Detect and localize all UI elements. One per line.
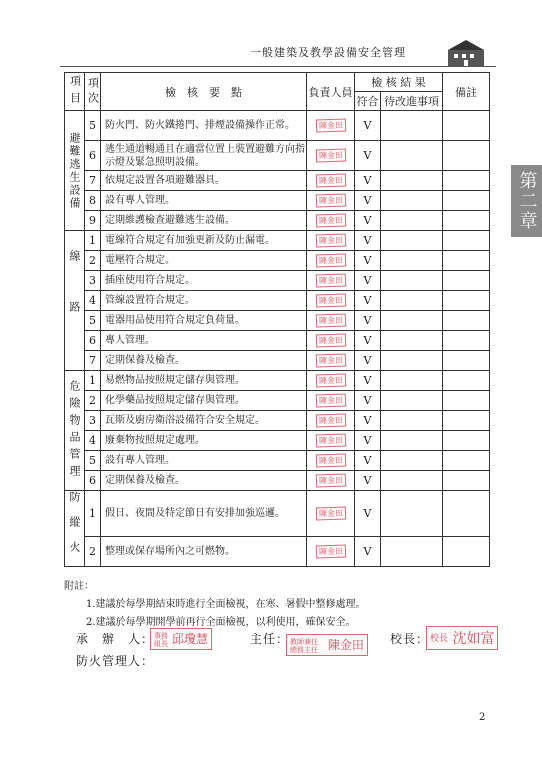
table-row	[65, 431, 490, 451]
category-cell: 避難逃生設備	[65, 111, 85, 231]
conform-check: V	[355, 351, 381, 371]
row-number: 6	[85, 471, 101, 491]
table-row	[65, 391, 490, 411]
conform-check: V	[355, 271, 381, 291]
improve-cell	[381, 451, 443, 471]
remark-cell	[443, 231, 490, 251]
improve-cell	[381, 536, 443, 566]
check-point-text: 電壓符合規定。	[101, 251, 307, 271]
check-point-text: 電器用品使用符合規定負荷量。	[101, 311, 307, 331]
remark-cell	[443, 111, 490, 141]
header-improve: 待改進事項	[381, 92, 443, 111]
conform-check: V	[355, 291, 381, 311]
principal-stamp	[426, 626, 498, 650]
principal-stamp-title: 校長	[430, 634, 449, 644]
table-row	[65, 291, 490, 311]
conform-check: V	[355, 231, 381, 251]
checklist-table	[64, 72, 490, 567]
owner-seal: 陳金田	[315, 353, 345, 367]
owner-seal: 陳金田	[315, 193, 345, 207]
owner-seal: 陳金田	[315, 293, 345, 307]
row-number: 7	[85, 351, 101, 371]
remark-cell	[443, 141, 490, 171]
owner-seal: 陳金田	[315, 313, 345, 327]
improve-cell	[381, 171, 443, 191]
remark-cell	[443, 271, 490, 291]
owner-cell	[307, 536, 355, 566]
remark-cell	[443, 491, 490, 537]
table-row	[65, 491, 490, 537]
owner-cell	[307, 291, 355, 311]
owner-cell	[307, 431, 355, 451]
table-row	[65, 141, 490, 171]
remark-cell	[443, 291, 490, 311]
conform-check: V	[355, 431, 381, 451]
remark-cell	[443, 536, 490, 566]
owner-cell	[307, 491, 355, 537]
table-row	[65, 471, 490, 491]
note-item-2: 2.建議於每學期開學前再行全面檢視，以利使用，確保安全。	[86, 617, 356, 628]
check-point-text: 易燃物品按照規定儲存與管理。	[101, 371, 307, 391]
check-point-text: 整理或保存場所內之可燃物。	[101, 536, 307, 566]
owner-cell	[307, 371, 355, 391]
owner-seal: 陳金田	[315, 393, 345, 407]
improve-cell	[381, 141, 443, 171]
owner-seal: 陳金田	[315, 118, 345, 132]
remark-cell	[443, 251, 490, 271]
conform-check: V	[355, 451, 381, 471]
remark-cell	[443, 371, 490, 391]
owner-cell	[307, 471, 355, 491]
table-row	[65, 211, 490, 231]
director-label: 主任：	[250, 632, 290, 646]
header-rule	[60, 66, 496, 67]
row-number: 5	[85, 451, 101, 471]
check-point-text: 插座使用符合規定。	[101, 271, 307, 291]
improve-cell	[381, 311, 443, 331]
row-number: 3	[85, 271, 101, 291]
owner-seal: 陳金田	[315, 273, 345, 287]
improve-cell	[381, 391, 443, 411]
chapter-tab: 第二章	[511, 165, 542, 237]
remark-cell	[443, 391, 490, 411]
owner-cell	[307, 411, 355, 431]
conform-check: V	[355, 191, 381, 211]
owner-cell	[307, 451, 355, 471]
improve-cell	[381, 411, 443, 431]
owner-cell	[307, 391, 355, 411]
owner-seal: 陳金田	[315, 413, 345, 427]
conform-check: V	[355, 211, 381, 231]
conform-check: V	[355, 141, 381, 171]
notes-title: 附註：	[64, 581, 94, 592]
owner-seal: 陳金田	[315, 433, 345, 447]
owner-cell	[307, 351, 355, 371]
check-point-text: 依規定設置各項避難器具。	[101, 171, 307, 191]
conform-check: V	[355, 471, 381, 491]
note-item-1: 1.建議於每學期結束時進行全面檢視，在寒、暑假中整修處理。	[86, 599, 366, 610]
row-number: 2	[85, 251, 101, 271]
check-point-text: 設有專人管理。	[101, 191, 307, 211]
conform-check: V	[355, 491, 381, 537]
improve-cell	[381, 491, 443, 537]
check-point-text: 管線設置符合規定。	[101, 291, 307, 311]
remark-cell	[443, 451, 490, 471]
check-point-text: 專人管理。	[101, 331, 307, 351]
owner-cell	[307, 331, 355, 351]
owner-cell	[307, 191, 355, 211]
owner-seal: 陳金田	[315, 148, 345, 162]
principal-label: 校長：	[390, 632, 430, 646]
table-row	[65, 451, 490, 471]
improve-cell	[381, 231, 443, 251]
category-cell: 防縱火	[65, 491, 85, 567]
school-building-icon	[448, 40, 484, 66]
row-number: 9	[85, 211, 101, 231]
check-point-text: 逃生通道暢通且在適當位置上裝置避難方向指示燈及緊急照明設備。	[101, 141, 307, 171]
table-row	[65, 271, 490, 291]
notes	[64, 578, 366, 632]
director-stamp-title: 教師兼任總務主任	[290, 637, 318, 654]
check-point-text: 防火門、防火鐵捲門、排煙設備操作正常。	[101, 111, 307, 141]
header-conform: 符合	[355, 92, 381, 111]
row-number: 4	[85, 431, 101, 451]
category-cell: 危險物品管理	[65, 371, 85, 491]
row-number: 1	[85, 491, 101, 537]
remark-cell	[443, 471, 490, 491]
check-point-text: 廢棄物按照規定處理。	[101, 431, 307, 451]
row-number: 5	[85, 111, 101, 141]
remark-cell	[443, 351, 490, 371]
improve-cell	[381, 271, 443, 291]
conform-check: V	[355, 251, 381, 271]
owner-seal: 陳金田	[315, 333, 345, 347]
handler-stamp-name: 邱瓊慧	[171, 632, 208, 646]
check-point-text: 電線符合規定有加強更新及防止漏電。	[101, 231, 307, 251]
owner-seal: 陳金田	[315, 453, 345, 467]
remark-cell	[443, 211, 490, 231]
principal-stamp-name: 沈如富	[452, 631, 495, 647]
improve-cell	[381, 191, 443, 211]
check-point-text: 假日、夜間及特定節日有安排加強巡邏。	[101, 491, 307, 537]
owner-cell	[307, 211, 355, 231]
owner-seal: 陳金田	[315, 253, 345, 267]
owner-seal: 陳金田	[315, 213, 345, 227]
owner-cell	[307, 271, 355, 291]
conform-check: V	[355, 331, 381, 351]
conform-check: V	[355, 391, 381, 411]
remark-cell	[443, 411, 490, 431]
owner-seal: 陳金田	[315, 173, 345, 187]
check-point-text: 設有專人管理。	[101, 451, 307, 471]
header-owner: 負責人員	[307, 73, 355, 111]
table-row	[65, 231, 490, 251]
row-number: 4	[85, 291, 101, 311]
header-title: 一般建築及教學設備安全管理	[250, 46, 406, 59]
conform-check: V	[355, 111, 381, 141]
conform-check: V	[355, 171, 381, 191]
owner-seal: 陳金田	[315, 373, 345, 387]
header-points: 檢 核 要 點	[101, 73, 307, 111]
improve-cell	[381, 331, 443, 351]
row-number: 3	[85, 411, 101, 431]
header-item: 項目	[65, 73, 85, 111]
row-number: 1	[85, 231, 101, 251]
improve-cell	[381, 471, 443, 491]
owner-cell	[307, 231, 355, 251]
header-remark: 備註	[443, 73, 490, 111]
improve-cell	[381, 291, 443, 311]
owner-cell	[307, 111, 355, 141]
check-point-text: 瓦斯及廚房衛浴設備符合安全規定。	[101, 411, 307, 431]
handler-stamp-title: 事務組長	[154, 631, 168, 648]
director-stamp	[286, 634, 368, 656]
header-no: 項次	[85, 73, 101, 111]
row-number: 6	[85, 141, 101, 171]
owner-seal: 陳金田	[315, 544, 345, 558]
table-row	[65, 411, 490, 431]
remark-cell	[443, 331, 490, 351]
director-stamp-name: 陳金田	[327, 638, 364, 652]
row-number: 1	[85, 371, 101, 391]
conform-check: V	[355, 411, 381, 431]
table-row	[65, 351, 490, 371]
check-point-text: 化學藥品按照規定儲存與管理。	[101, 391, 307, 411]
row-number: 8	[85, 191, 101, 211]
owner-cell	[307, 141, 355, 171]
table-row	[65, 251, 490, 271]
owner-cell	[307, 171, 355, 191]
handler-stamp	[150, 628, 212, 650]
check-point-text: 定期維護檢查避難逃生設備。	[101, 211, 307, 231]
row-number: 6	[85, 331, 101, 351]
conform-check: V	[355, 311, 381, 331]
header-result: 檢 核 結 果	[355, 73, 443, 92]
row-number: 2	[85, 391, 101, 411]
table-row	[65, 171, 490, 191]
remark-cell	[443, 191, 490, 211]
owner-seal: 陳金田	[315, 473, 345, 487]
conform-check: V	[355, 371, 381, 391]
improve-cell	[381, 371, 443, 391]
table-row	[65, 311, 490, 331]
improve-cell	[381, 111, 443, 141]
table-row	[65, 536, 490, 566]
improve-cell	[381, 351, 443, 371]
improve-cell	[381, 251, 443, 271]
handler-label: 承 辦 人：	[76, 632, 155, 646]
check-point-text: 定期保養及檢查。	[101, 351, 307, 371]
table-row	[65, 371, 490, 391]
category-cell: 線路	[65, 231, 85, 371]
owner-seal: 陳金田	[315, 506, 345, 520]
table-row	[65, 191, 490, 211]
improve-cell	[381, 211, 443, 231]
row-number: 5	[85, 311, 101, 331]
check-point-text: 定期保養及檢查。	[101, 471, 307, 491]
remark-cell	[443, 431, 490, 451]
owner-cell	[307, 251, 355, 271]
improve-cell	[381, 431, 443, 451]
conform-check: V	[355, 536, 381, 566]
table-row	[65, 331, 490, 351]
owner-cell	[307, 311, 355, 331]
table-row	[65, 111, 490, 141]
owner-seal: 陳金田	[315, 233, 345, 247]
remark-cell	[443, 171, 490, 191]
page-number: 2	[479, 712, 486, 723]
row-number: 2	[85, 536, 101, 566]
fire-manager-label: 防火管理人：	[76, 654, 155, 668]
remark-cell	[443, 311, 490, 331]
row-number: 7	[85, 171, 101, 191]
